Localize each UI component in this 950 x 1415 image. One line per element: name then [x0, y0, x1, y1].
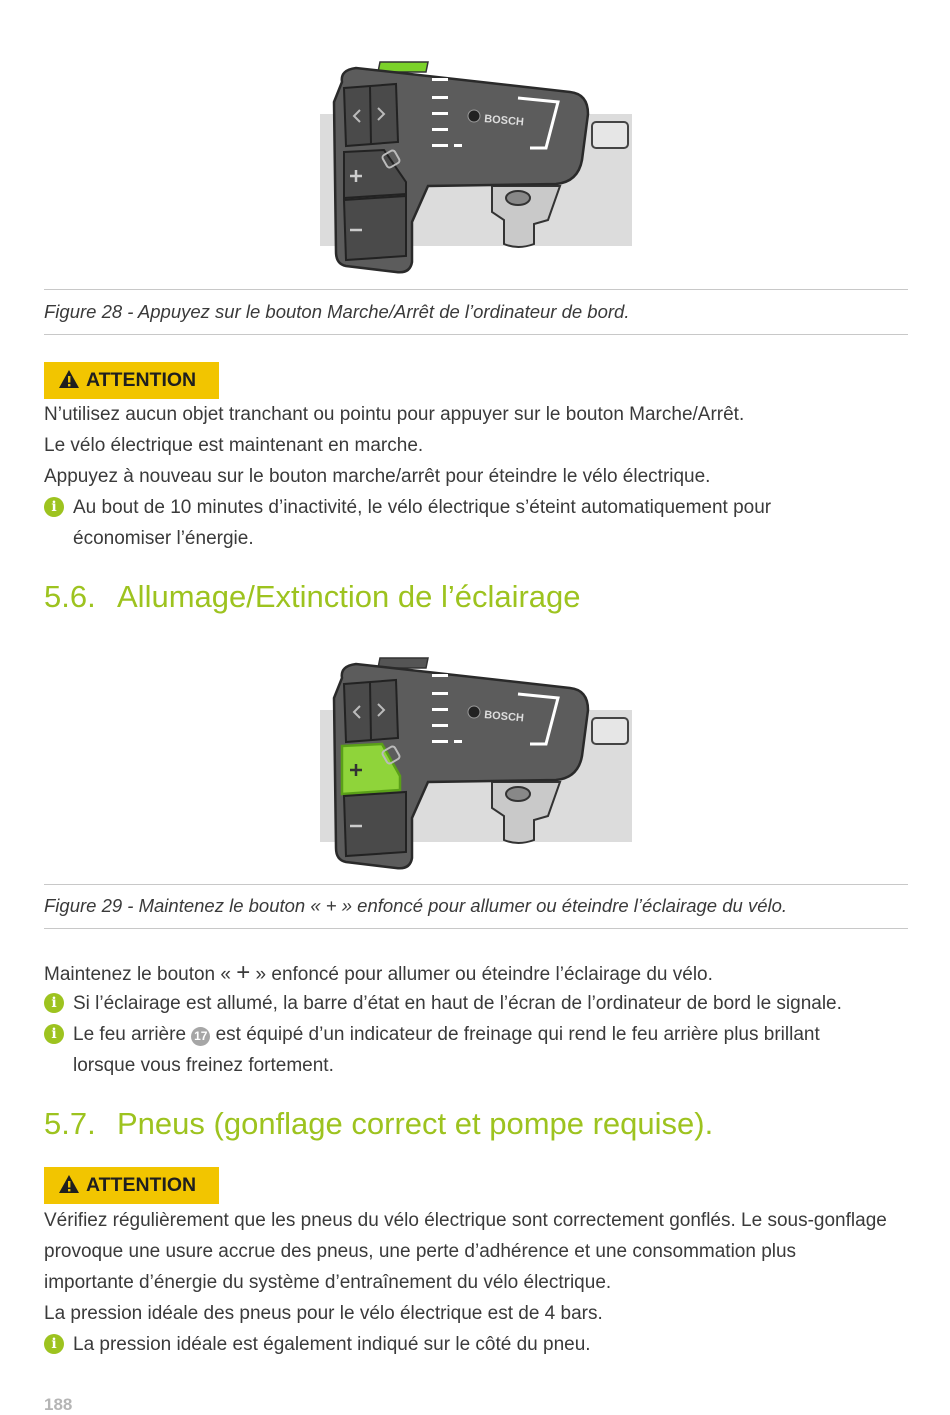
section-heading-5-7 [44, 1104, 713, 1144]
figure-29-caption: Figure 29 - Maintenez le bouton « + » enfoncé pour allumer ou éteindre l’éclairage du vélo. [44, 895, 788, 916]
info-note [44, 492, 914, 554]
section-title: Allumage/Extinction de l’éclairage [117, 579, 581, 614]
info-icon: i [44, 1024, 64, 1044]
info-note-start: Le feu arrière [73, 1024, 192, 1045]
figure-29-brand-label: BOSCH [483, 709, 525, 725]
attention-label: ATTENTION [86, 369, 197, 391]
warning-icon [58, 1174, 80, 1194]
lighting-instruction-end: » enfoncé pour allumer ou éteindre l’éclairage du vélo. [250, 964, 713, 985]
figure-28-brand-label: BOSCH [483, 113, 525, 129]
paragraph-line: Appuyez à nouveau sur le bouton marche/arrêt pour éteindre le vélo électrique. [44, 466, 711, 487]
warning-icon [58, 369, 80, 389]
page-number: 188 [44, 1395, 73, 1414]
info-note [44, 988, 914, 1019]
figure-29-illustration [320, 648, 632, 873]
caption-rule-top [44, 289, 908, 290]
plus-symbol: + [236, 959, 251, 986]
paragraph-line: Le vélo électrique est maintenant en marche. [44, 435, 424, 456]
caption-rule-bottom [44, 928, 908, 929]
attention-text: N’utilisez aucun objet tranchant ou pointu pour appuyer sur le bouton Marche/Arrêt. [44, 404, 745, 425]
info-note-end: est équipé d’un indicateur de freinage qui rend le feu arrière plus brillant lorsque vous freinez fortement. [73, 1024, 820, 1076]
caption-rule-bottom [44, 334, 908, 335]
figure-28-illustration [320, 52, 632, 277]
section-number: 5.6. [44, 579, 96, 614]
section-title: Pneus (gonflage correct et pompe requise). [117, 1106, 714, 1141]
info-note-text [73, 1019, 883, 1081]
info-note-text: Si l’éclairage est allumé, la barre d’état en haut de l’écran de l’ordinateur de bord le signale. [73, 993, 842, 1014]
lighting-instruction-start: Maintenez le bouton « [44, 964, 237, 985]
section-number: 5.7. [44, 1106, 96, 1141]
lighting-instruction [44, 957, 914, 990]
section-heading-5-6 [44, 577, 581, 617]
info-note [44, 1019, 914, 1081]
attention-badge [44, 1167, 219, 1204]
info-note-text: Au bout de 10 minutes d’inactivité, le vélo électrique s’éteint automatiquement pour économiser l’énergie. [73, 497, 772, 549]
info-icon: i [44, 993, 64, 1013]
info-note-text: La pression idéale est également indiqué sur le côté du pneu. [73, 1334, 591, 1355]
info-icon: i [44, 1334, 64, 1354]
attention-text: Vérifiez régulièrement que les pneus du vélo électrique sont correctement gonflés. Le sous-gonflage provoque une usure accrue des pneus, une perte d’adhérence et une consommation plus importante d’énergie du système d’entraînement du vélo électrique. [44, 1210, 887, 1293]
info-icon: i [44, 497, 64, 517]
attention-badge [44, 362, 219, 399]
reference-number-badge: 17 [191, 1027, 210, 1046]
figure-28-caption: Figure 28 - Appuyez sur le bouton Marche/Arrêt de l’ordinateur de bord. [44, 301, 630, 322]
info-note [44, 1329, 914, 1360]
caption-rule-top [44, 884, 908, 885]
paragraph-line: La pression idéale des pneus pour le vélo électrique est de 4 bars. [44, 1303, 603, 1324]
attention-label: ATTENTION [86, 1174, 197, 1196]
